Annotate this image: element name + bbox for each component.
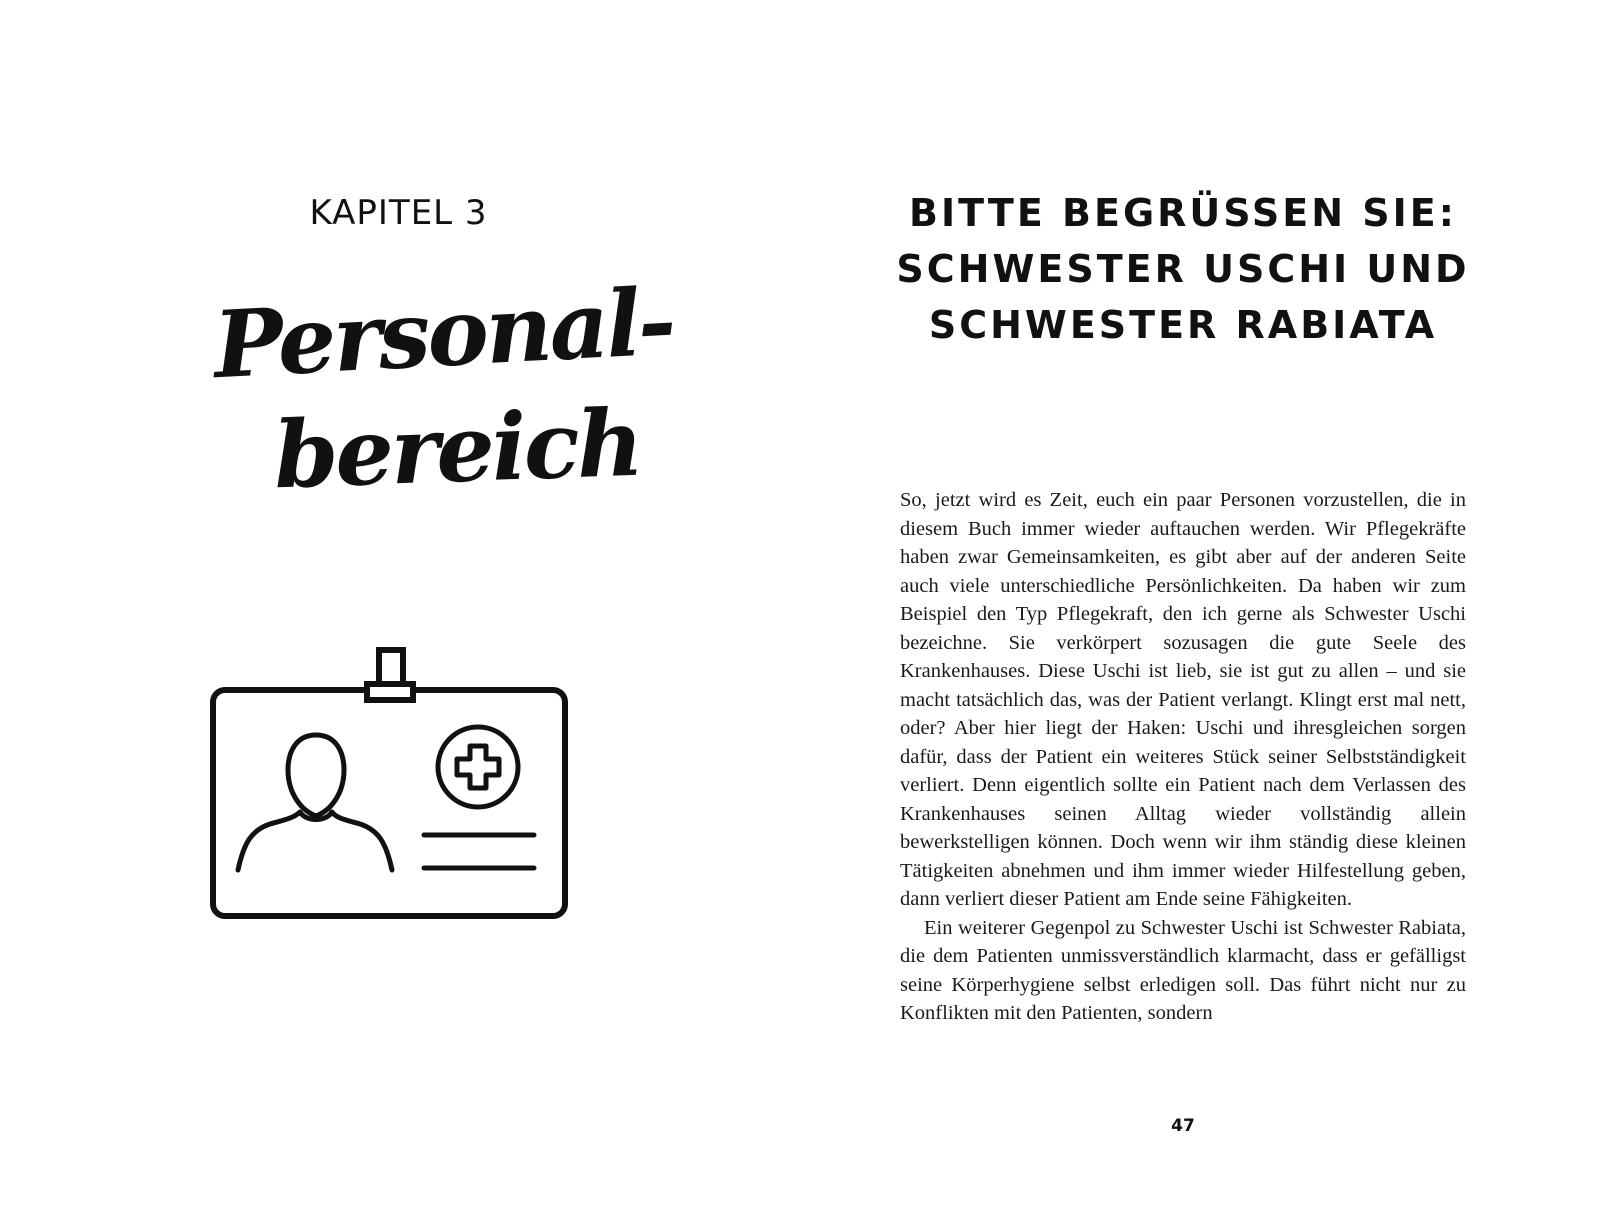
section-heading-line-1: BITTE BEGRÜSSEN SIE: (909, 191, 1457, 235)
person-head-icon (288, 735, 344, 816)
section-heading (863, 185, 1503, 353)
badge-card-frame (213, 690, 565, 916)
page-number: 47 (1171, 1116, 1195, 1136)
chapter-title-line-2: bereich (272, 388, 643, 510)
person-shoulders-icon (238, 812, 300, 870)
chapter-label: KAPITEL 3 (309, 193, 488, 233)
medical-cross-icon (457, 746, 499, 788)
chapter-title-line-1: Personal- (211, 267, 676, 400)
paragraph-1: So, jetzt wird es Zeit, euch ein paar Personen vorzustellen, die in diesem Buch immer wieder auftauchen werden. Wir Pflegekräfte haben zwar Gemeinsamkeiten, es gibt aber auf der anderen Seite auch viele unterschiedliche Persönlichkeiten. Da haben wir zum Beispiel den Typ Pflegekraft, den ich gerne als Schwester Uschi bezeichne. Sie verkörpert sozusagen die gute Seele des Krankenhauses. Diese Uschi ist lieb, sie ist gut zu allen – und sie macht tatsächlich das, was der Patient verlangt. Klingt erst mal nett, oder? Aber hier liegt der Haken: Uschi und ihresgleichen sorgen dafür, dass der Patient ein weiteres Stück seiner Selbstständigkeit verliert. Denn eigentlich sollte ein Patient nach dem Verlassen des Krankenhauses seinen Alltag wieder vollständig allein bewerkstelligen können. Doch wenn wir ihm ständig diese kleinen Tätigkeiten abnehmen und ihm immer wieder Hilfestellung geben, dann verliert dieser Patient am Ende seine Fähigkeiten. (900, 489, 1466, 910)
body-text (900, 486, 1466, 1028)
section-heading-line-2: SCHWESTER USCHI UND (896, 247, 1470, 291)
section-heading-line-3: SCHWESTER RABIATA (928, 303, 1438, 347)
paragraph-2: Ein weiterer Gegenpol zu Schwester Uschi ist Schwester Rabiata, die dem Patienten unmissverständlich klarmacht, dass er gefälligst seine Körperhygiene selbst erledigen soll. Das führt nicht nur zu Konflikten mit den Patienten, sondern (900, 916, 1466, 1024)
right-page (803, 0, 1606, 1211)
id-badge-medical-icon (208, 642, 572, 926)
chapter-title (200, 267, 676, 514)
medical-cross-circle-icon (438, 727, 518, 807)
